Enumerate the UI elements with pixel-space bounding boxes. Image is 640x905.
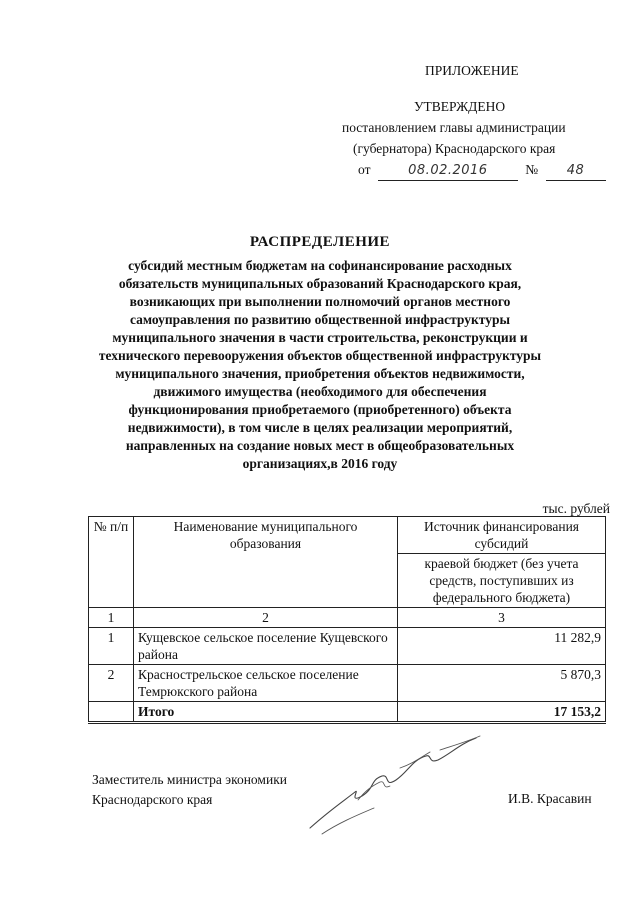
row-amount: 5 870,3: [398, 665, 606, 702]
table-row: [89, 628, 606, 665]
decree-date-line: [358, 161, 606, 181]
document-title: РАСПРЕДЕЛЕНИЕ: [249, 234, 391, 250]
description-line: направленных на создание новых мест в общеобразовательных: [125, 438, 515, 453]
description-line: движимого имущества (необходимого для обеспечения: [153, 384, 487, 399]
appendix-label: ПРИЛОЖЕНИЕ: [425, 63, 519, 78]
table-index-row: [89, 608, 606, 628]
units-label: тыс. рублей: [542, 501, 610, 516]
signer-position: [92, 770, 287, 810]
index-cell: 1: [89, 608, 134, 628]
description-line: возникающих при выполнении полномочий органов местного: [129, 294, 511, 309]
description-line: технического перевооружения объектов общественной инфраструктуры: [98, 348, 542, 363]
description-line: недвижимости), в том числе в целях реализации мероприятий,: [127, 420, 513, 435]
header-source-sub: краевой бюджет (без учета средств, поступивших из федерального бюджета): [398, 554, 606, 608]
table-header-row: [89, 517, 606, 554]
header-name: Наименование муниципального образования: [134, 517, 398, 608]
number-value: 48: [546, 162, 606, 181]
signer-position-line: Краснодарского края: [92, 792, 213, 807]
row-num: 1: [89, 628, 134, 665]
header-source: Источник финансирования субсидий: [398, 517, 606, 554]
approved-label: УТВЕРЖДЕНО: [414, 99, 506, 114]
description-line: самоуправления по развитию общественной инфраструктуры: [129, 312, 511, 327]
document-description: [60, 257, 580, 473]
total-label: Итого: [134, 702, 398, 723]
index-cell: 2: [134, 608, 398, 628]
total-amount: 17 153,2: [398, 702, 606, 723]
decree-line-2: (губернатора) Краснодарского края: [353, 141, 556, 156]
row-name: Краснострельское сельское поселение Темрюкского района: [134, 665, 398, 702]
description-line: функционирования приобретаемого (приобретенного) объекта: [128, 402, 512, 417]
document-title-block: [60, 233, 580, 473]
description-line: организациях,в 2016 году: [242, 456, 398, 471]
date-prefix: от: [358, 162, 371, 177]
date-value: 08.02.2016: [378, 162, 518, 181]
row-num: 2: [89, 665, 134, 702]
signer-position-line: Заместитель министра экономики: [92, 772, 287, 787]
row-amount: 11 282,9: [398, 628, 606, 665]
number-label: №: [525, 162, 539, 177]
description-line: субсидий местным бюджетам на софинансирование расходных: [128, 258, 512, 273]
handwritten-signature: [300, 730, 490, 840]
description-line: муниципального значения в части строительства, реконструкции и: [112, 330, 528, 345]
row-name: Кущевское сельское поселение Кущевского района: [134, 628, 398, 665]
header-num: № п/п: [89, 517, 134, 608]
decree-line-1: постановлением главы администрации: [342, 120, 566, 135]
description-line: муниципального значения, приобретения объектов недвижимости,: [115, 366, 525, 381]
distribution-table: [88, 516, 606, 724]
table-total-row: [89, 702, 606, 723]
table-row: [89, 665, 606, 702]
index-cell: 3: [398, 608, 606, 628]
signer-name: И.В. Красавин: [508, 791, 592, 806]
total-num-cell: [89, 702, 134, 723]
description-line: обязательств муниципальных образований Краснодарского края,: [118, 276, 522, 291]
